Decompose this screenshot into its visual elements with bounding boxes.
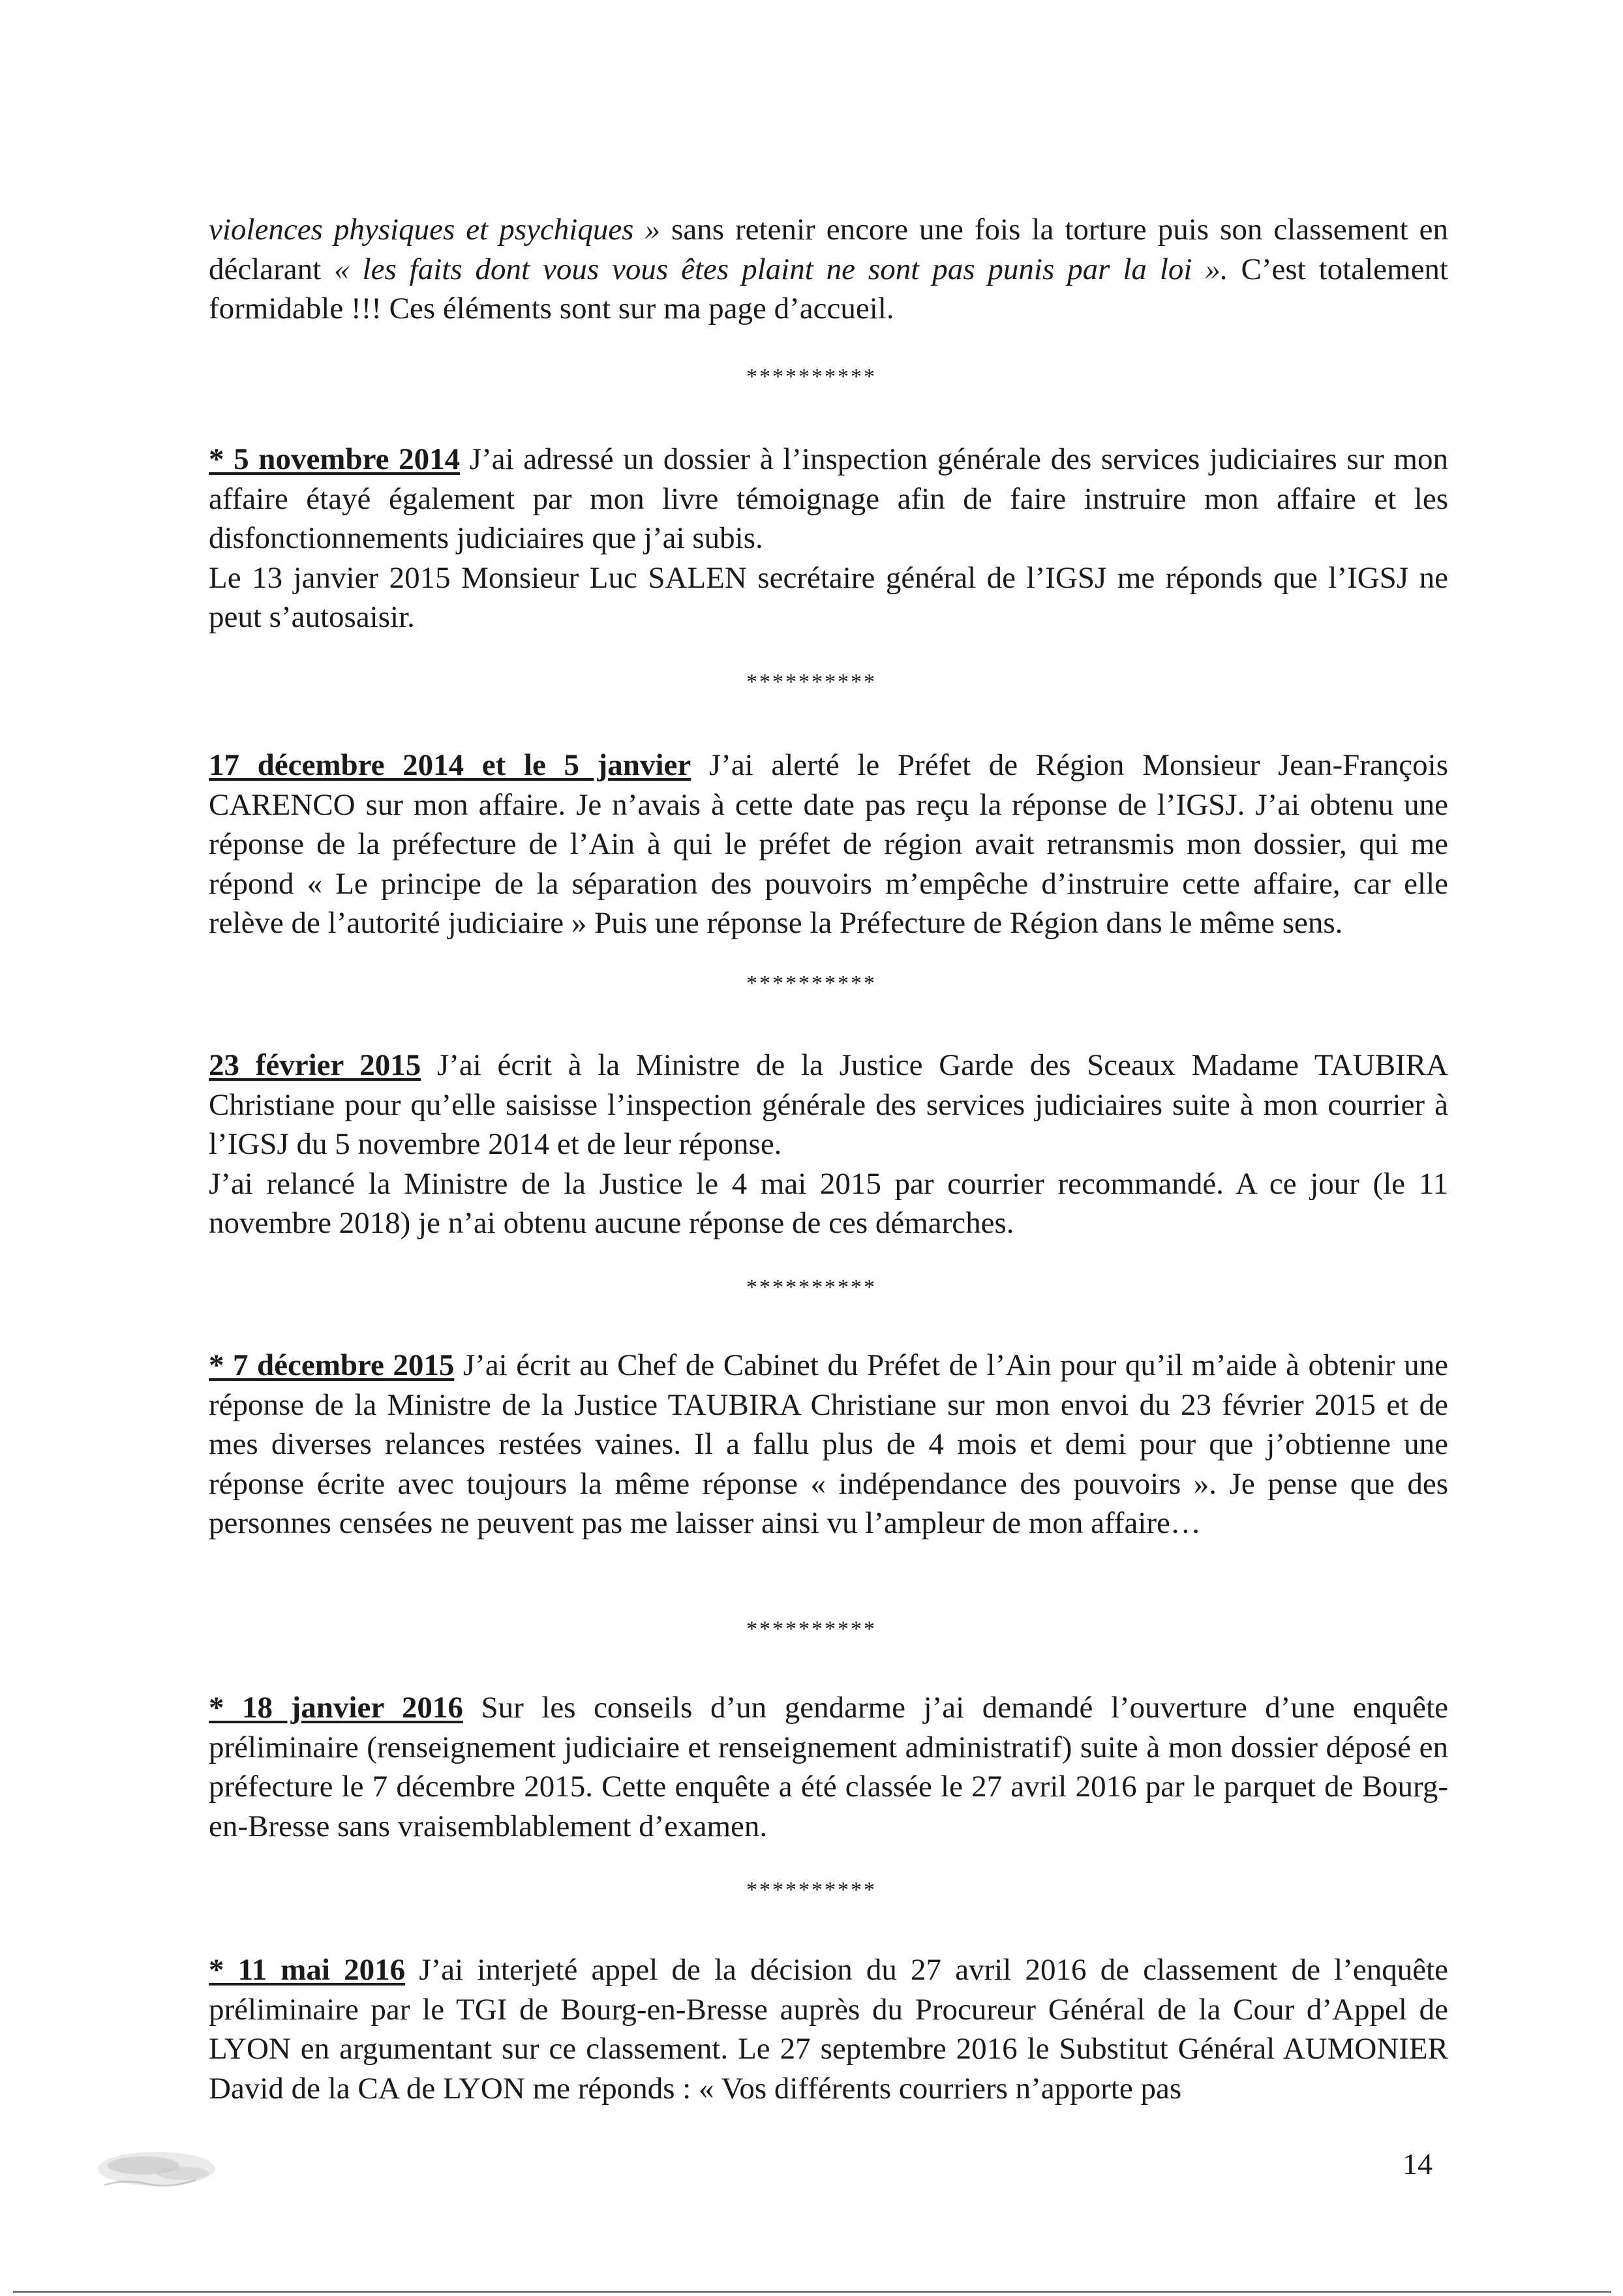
paragraph-text: J’ai interjeté appel de la décision du 27 avril 2016 de classement de l’enquête préliminaire par le TGI de Bourg-en-Bresse auprès du Procureur Général de la Cour d’Appel de LYON en argumentant sur ce classement. Le 27 septembre 2016 le Substitut Général AUMONIER David de la CA de LYON me réponds : « Vos différents courriers n’apporte pas xyxy=(209,1953,1448,2106)
paragraph: J’ai relancé la Ministre de la Justice le 4 mai 2015 par courrier recommandé. A ce jour (le 11 novembre 2018) je n’ai obtenu aucune réponse de ces démarches. xyxy=(209,1166,1448,1240)
separator: ********** xyxy=(746,971,877,995)
paragraph xyxy=(209,746,1448,943)
paragraph-text: sans retenir encore une fois la torture puis son classement en déclarant xyxy=(209,213,1449,286)
entry-date: 23 février 2015 xyxy=(209,1048,421,1082)
entry-date: * 18 janvier 2016 xyxy=(209,1691,463,1725)
entry-date: 17 décembre 2014 et le 5 janvier xyxy=(209,748,691,782)
italic-quote: « les faits dont vous vous êtes plaint ne sont pas punis par la loi ». xyxy=(334,252,1228,286)
entry-2016-05-11 xyxy=(209,1950,1448,2108)
entry-2015-02-23 xyxy=(209,1046,1448,1243)
separator: ********** xyxy=(746,670,877,694)
paragraph-text: J’ai écrit à la Ministre de la Justice Garde des Sceaux Madame TAUBIRA Christiane pour qu’elle saisisse l’inspection générale des services judiciaires suite à mon courrier à l’IGSJ du 5 novembre 2014 et de leur réponse. xyxy=(209,1048,1448,1161)
separator: ********** xyxy=(746,365,877,389)
paragraph xyxy=(209,1346,1448,1543)
entry-date: * 7 décembre 2015 xyxy=(209,1348,455,1382)
paragraph xyxy=(209,1046,1448,1164)
entry-date: * 5 novembre 2014 xyxy=(209,442,461,476)
paragraph xyxy=(209,210,1448,329)
entry-2014-12-17 xyxy=(209,746,1448,943)
separator: ********** xyxy=(746,1878,877,1902)
paragraph xyxy=(209,440,1448,558)
paragraph-text: J’ai écrit au Chef de Cabinet du Préfet de l’Ain pour qu’il m’aide à obtenir une réponse de la Ministre de la Justice TAUBIRA Christiane sur mon envoi du 23 février 2015 et de mes diverses relances restées vaines. Il a fallu plus de 4 mois et demi pour que j’obtienne une réponse écrite avec toujours la même réponse « indépendance des pouvoirs ». Je pense que des personnes censées ne peuvent pas me laisser ainsi vu l’ampleur de mon affaire… xyxy=(209,1348,1448,1540)
paragraph xyxy=(209,1950,1448,2108)
separator: ********** xyxy=(746,1617,877,1641)
italic-quote: violences physiques et psychiques » xyxy=(209,213,661,247)
paragraph-text: Sur les conseils d’un gendarme j’ai demandé l’ouverture d’une enquête préliminaire (renseignement judiciaire et renseignement administratif) suite à mon dossier déposé en préfecture le 7 décembre 2015. Cette enquête a été classée le 27 avril 2016 par le parquet de Bourg-en-Bresse sans vraisemblablement d’examen. xyxy=(209,1691,1448,1843)
paragraph-text: C’est totalement formidable !!! Ces éléments sont sur ma page d’accueil. xyxy=(209,252,1448,325)
paragraph-text: J’ai adressé un dossier à l’inspection générale des services judiciaires sur mon affaire étayé également par mon livre témoignage afin de faire instruire mon affaire et les disfonctionnements judiciaires que j’ai subis. xyxy=(209,442,1448,555)
page-number: 14 xyxy=(1403,2147,1433,2181)
entry-2015-12-07 xyxy=(209,1346,1448,1543)
scan-smudge-icon xyxy=(85,2133,254,2205)
intro-paragraph xyxy=(209,210,1448,329)
paragraph xyxy=(209,1688,1448,1846)
entry-2016-01-18 xyxy=(209,1688,1448,1846)
paragraph: Le 13 janvier 2015 Monsieur Luc SALEN secrétaire général de l’IGSJ me réponds que l’IGSJ ne peut s’autosaisir. xyxy=(209,560,1448,634)
paragraph-text: J’ai alerté le Préfet de Région Monsieur Jean-François CARENCO sur mon affaire. Je n’avais à cette date pas reçu la réponse de l’IGSJ. J’ai obtenu une réponse de la préfecture de l’Ain à qui le préfet de région avait retransmis mon dossier, qui me répond « Le principe de la séparation des pouvoirs m’empêche d’instruire cette affaire, car elle relève de l’autorité judiciaire » Puis une réponse la Préfecture de Région dans le même sens. xyxy=(209,748,1449,940)
entry-2014-11-05 xyxy=(209,440,1448,637)
separator: ********** xyxy=(746,1275,877,1299)
footer-rule xyxy=(13,2291,1611,2293)
entry-date: * 11 mai 2016 xyxy=(209,1953,406,1987)
